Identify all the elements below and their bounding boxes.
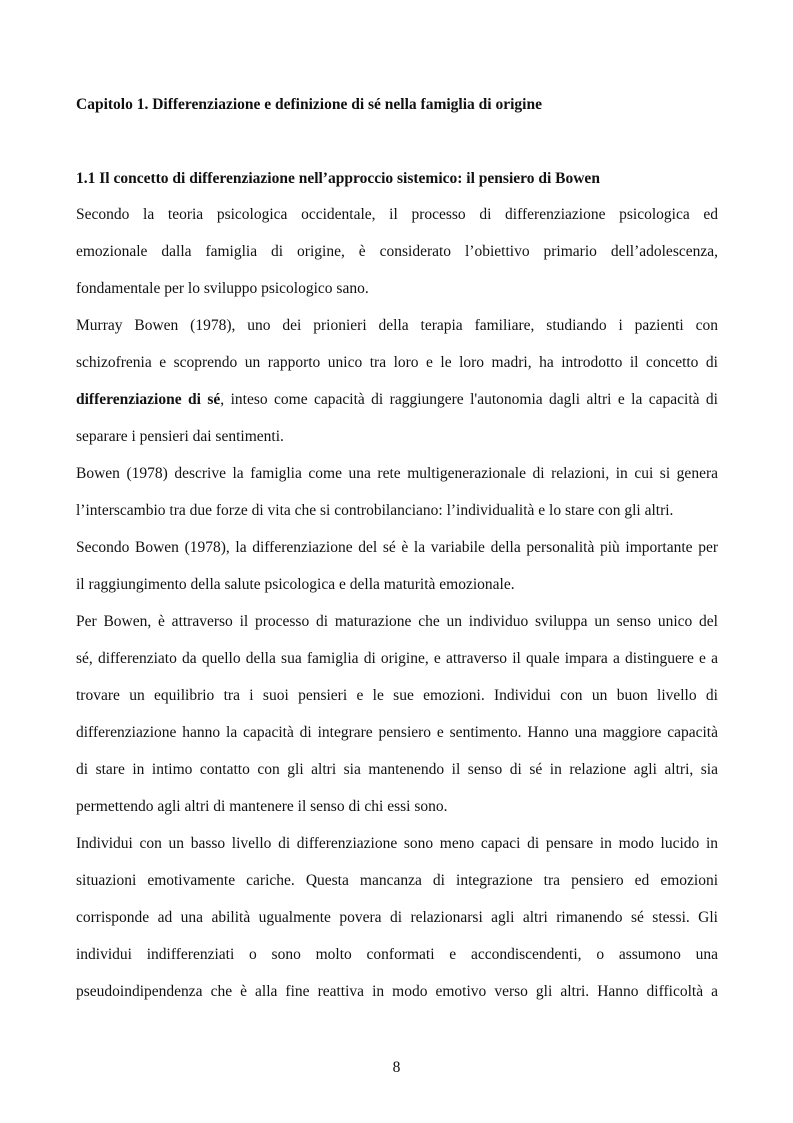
text-line: il raggiungimento della salute psicologica e della maturità emozionale. [76,576,515,593]
text-line: Bowen (1978) descrive la famiglia come una rete multigenerazionale di relazioni, in cui si genera [76,465,718,482]
text-line: Secondo Bowen (1978), la differenziazione del sé è la variabile della personalità più importante per [76,539,718,556]
text-line: l’interscambio tra due forze di vita che si controbilanciano: l’individualità e lo stare con gli altri. [76,502,674,519]
text-line: sé, differenziato da quello della sua famiglia di origine, e attraverso il quale impara a distinguere e a [76,650,718,667]
text-line: differenziazione di sé, inteso come capacità di raggiungere l'autonomia dagli altri e la capacità di [76,391,718,408]
text-line: corrisponde ad una abilità ugualmente povera di relazionarsi agli altri rimanendo sé stessi. Gli [76,909,718,926]
text-line: emozionale dalla famiglia di origine, è considerato l’obiettivo primario dell’adolescenza, [76,243,718,260]
text-line: fondamentale per lo sviluppo psicologico sano. [76,280,369,297]
text-line: individui indifferenziati o sono molto conformati e accondiscendenti, o assumono una [76,946,718,963]
text-line: separare i pensieri dai sentimenti. [76,428,284,445]
text-line: schizofrenia e scoprendo un rapporto unico tra loro e le loro madri, ha introdotto il concetto di [76,354,718,371]
section-title: 1.1 Il concetto di differenziazione nell’approccio sistemico: il pensiero di Bowen [76,170,600,187]
text-line: di stare in intimo contatto con gli altri sia mantenendo il senso di sé in relazione agli altri, sia [76,761,718,778]
text-line: Murray Bowen (1978), uno dei prionieri della terapia familiare, studiando i pazienti con [76,317,718,334]
text-line: Per Bowen, è attraverso il processo di maturazione che un individuo sviluppa un senso unico del [76,613,718,630]
body-text [76,204,718,1018]
text-line: Secondo la teoria psicologica occidentale, il processo di differenziazione psicologica ed [76,206,718,223]
key-term: differenziazione di sé [76,391,221,408]
text-line: situazioni emotivamente cariche. Questa mancanza di integrazione tra pensiero ed emozioni [76,872,718,889]
chapter-title: Capitolo 1. Differenziazione e definizione di sé nella famiglia di origine [76,96,542,113]
text-line: pseudoindipendenza che è alla fine reattiva in modo emotivo verso gli altri. Hanno difficoltà a [76,983,718,1000]
text-line: Individui con un basso livello di differenziazione sono meno capaci di pensare in modo lucido in [76,835,718,852]
text-line: permettendo agli altri di mantenere il senso di chi essi sono. [76,798,448,815]
page-number: 8 [392,1059,401,1076]
text-line: differenziazione hanno la capacità di integrare pensiero e sentimento. Hanno una maggiore capacità [76,724,718,741]
text-line: trovare un equilibrio tra i suoi pensieri e le sue emozioni. Individui con un buon livello di [76,687,718,704]
